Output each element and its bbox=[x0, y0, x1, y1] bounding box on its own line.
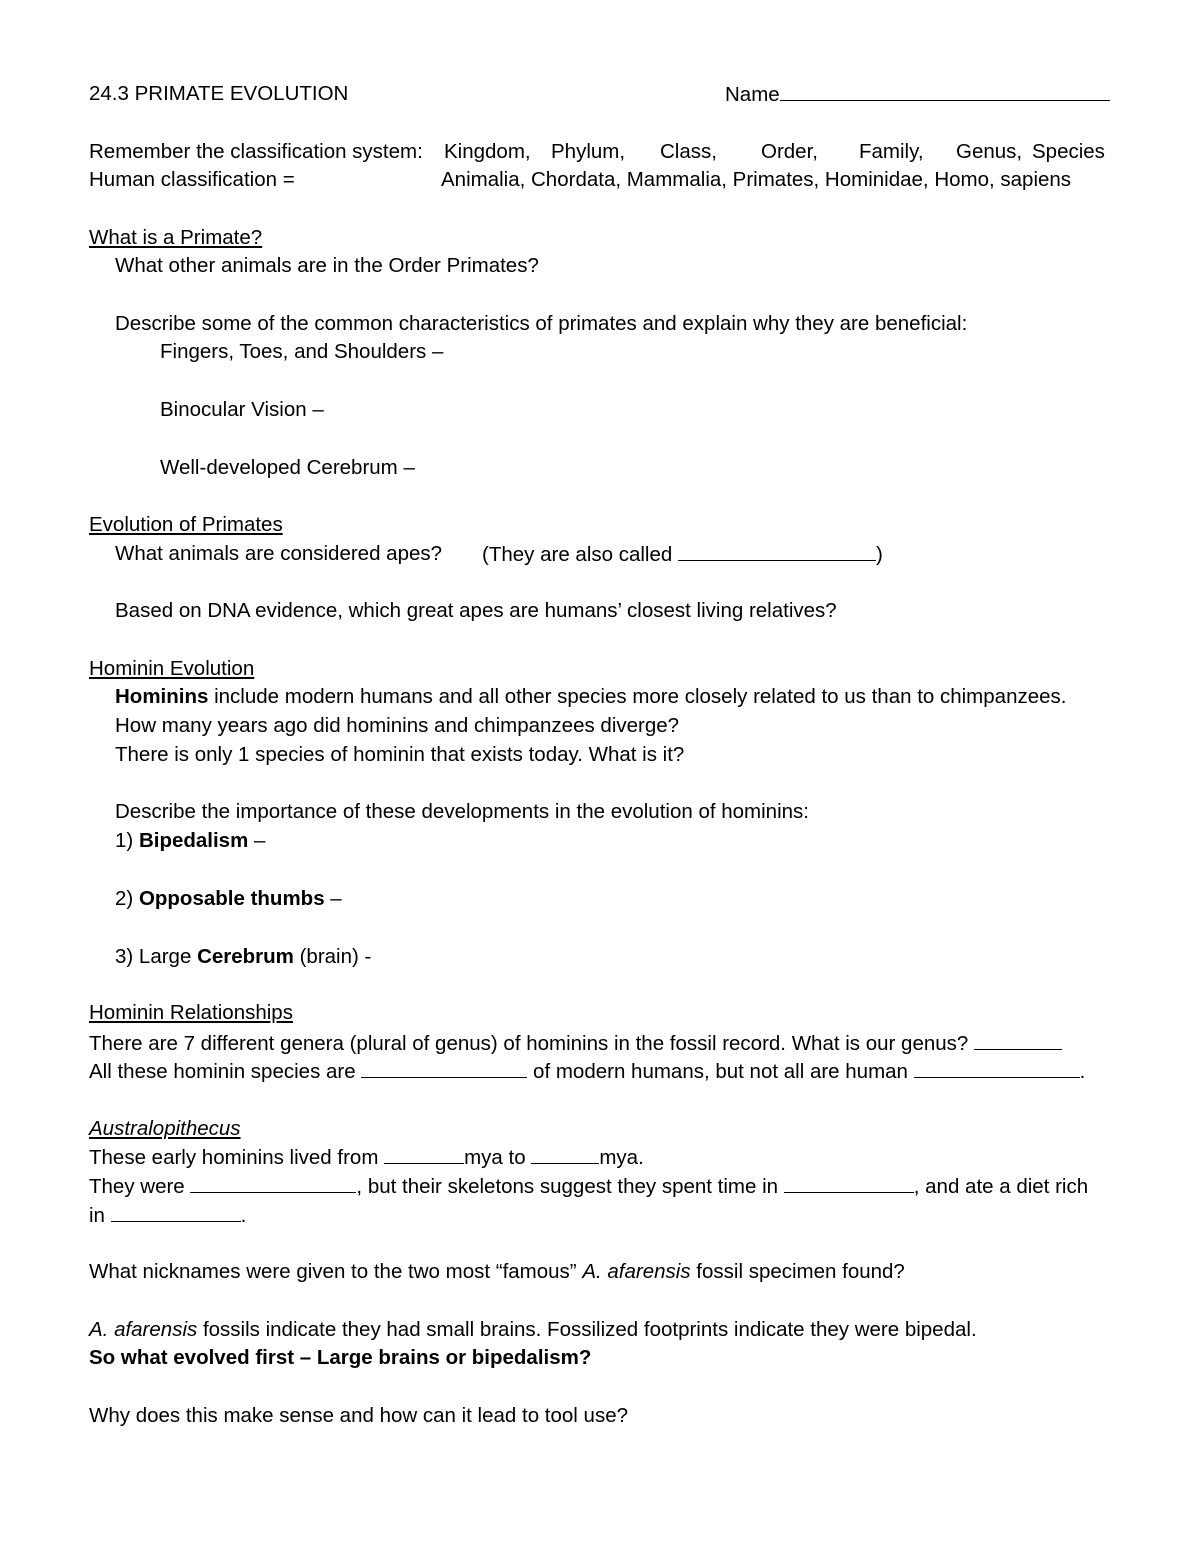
question-diet-rich-in bbox=[89, 1201, 246, 1230]
rank-family: Family, bbox=[859, 140, 924, 163]
rank-phylum: Phylum, bbox=[551, 140, 626, 163]
our-genus-text: There are 7 different genera (plural of genus) of hominins in the fossil record. What is our genus? bbox=[89, 1032, 969, 1055]
question-describe-characteristics: Describe some of the common characteristics of primates and explain why they are beneficial: bbox=[115, 312, 968, 335]
item-dash: (brain) - bbox=[293, 945, 372, 968]
nicknames-text-b: fossil specimen found? bbox=[690, 1260, 905, 1283]
item-term: Opposable thumbs bbox=[138, 887, 325, 910]
hominin-species-period: . bbox=[1079, 1060, 1086, 1083]
rank-species: Species bbox=[1032, 140, 1105, 163]
item-term: Bipedalism bbox=[138, 829, 249, 852]
lived-from-text-c: mya. bbox=[599, 1146, 644, 1169]
item-number: 2) bbox=[115, 887, 139, 910]
hominin-species-text-b: of modern humans, but not all are human bbox=[533, 1060, 908, 1083]
question-other-animals: What other animals are in the Order Primates? bbox=[115, 254, 539, 277]
item-fingers-toes-shoulders: Fingers, Toes, and Shoulders – bbox=[160, 340, 444, 363]
question-what-evolved-first: So what evolved first – Large brains or bipedalism? bbox=[89, 1346, 592, 1369]
rank-genus: Genus, bbox=[956, 140, 1023, 163]
rank-order: Order, bbox=[761, 140, 818, 163]
they-were-blank-2 bbox=[784, 1172, 914, 1193]
heading-australopithecus: Australopithecus bbox=[89, 1117, 241, 1140]
statement-afarensis-fossils bbox=[89, 1316, 977, 1344]
item-opposable-thumbs bbox=[115, 885, 342, 913]
lived-from-text-a: These early hominins lived from bbox=[89, 1146, 379, 1169]
question-nicknames bbox=[89, 1258, 905, 1286]
item-dash: – bbox=[324, 887, 342, 910]
item-binocular-vision: Binocular Vision – bbox=[160, 398, 324, 421]
apes-aside-blank bbox=[678, 540, 876, 561]
they-were-text-a: They were bbox=[89, 1175, 185, 1198]
item-bipedalism bbox=[115, 827, 265, 855]
hominin-definition-text: include modern humans and all other species more closely related to us than to chimpanzees. bbox=[208, 685, 1067, 708]
nicknames-species: A. afarensis bbox=[582, 1260, 691, 1283]
item-number: 1) bbox=[115, 829, 139, 852]
question-apes: What animals are considered apes? bbox=[115, 542, 443, 565]
question-apes-aside bbox=[482, 540, 883, 569]
diet-text: in bbox=[89, 1204, 105, 1227]
lived-from-blank-1 bbox=[384, 1143, 464, 1164]
question-describe-developments: Describe the importance of these developments in the evolution of hominins: bbox=[115, 800, 809, 823]
heading-hominin-evolution: Hominin Evolution bbox=[89, 657, 255, 680]
heading-what-is-primate: What is a Primate? bbox=[89, 226, 263, 249]
question-our-genus bbox=[89, 1029, 1062, 1058]
fossils-text: fossils indicate they had small brains. Fossilized footprints indicate they were bipedal. bbox=[197, 1318, 977, 1341]
name-label: Name bbox=[725, 83, 780, 106]
our-genus-blank bbox=[974, 1029, 1062, 1050]
diet-blank bbox=[111, 1201, 241, 1222]
hominin-species-text-a: All these hominin species are bbox=[89, 1060, 356, 1083]
question-they-were bbox=[89, 1172, 1088, 1201]
rank-class: Class, bbox=[660, 140, 717, 163]
question-lived-from bbox=[89, 1143, 644, 1172]
question-dna-evidence: Based on DNA evidence, which great apes are humans’ closest living relatives? bbox=[115, 599, 837, 622]
name-blank bbox=[780, 80, 1110, 101]
hominin-species-blank-2 bbox=[914, 1057, 1080, 1078]
they-were-text-c: , and ate a diet rich bbox=[913, 1175, 1089, 1198]
classification-remember-label: Remember the classification system: bbox=[89, 140, 423, 163]
item-large-cerebrum bbox=[115, 943, 371, 971]
item-number: 3) Large bbox=[115, 945, 198, 968]
they-were-text-b: , but their skeletons suggest they spent time in bbox=[356, 1175, 779, 1198]
heading-hominin-relationships: Hominin Relationships bbox=[89, 1001, 293, 1024]
hominin-definition bbox=[115, 683, 1066, 711]
apes-aside-text: (They are also called bbox=[482, 543, 673, 566]
they-were-blank-1 bbox=[190, 1172, 356, 1193]
lived-from-blank-2 bbox=[531, 1143, 599, 1164]
question-hominin-species bbox=[89, 1057, 1085, 1086]
item-term: Cerebrum bbox=[197, 945, 294, 968]
lived-from-text-b: mya to bbox=[464, 1146, 526, 1169]
question-diverge: How many years ago did hominins and chimpanzees diverge? bbox=[115, 714, 680, 737]
question-tool-use: Why does this make sense and how can it lead to tool use? bbox=[89, 1404, 629, 1427]
heading-evolution-of-primates: Evolution of Primates bbox=[89, 513, 283, 536]
item-dash: – bbox=[248, 829, 266, 852]
worksheet-title: 24.3 PRIMATE EVOLUTION bbox=[89, 82, 349, 105]
apes-aside-close: ) bbox=[876, 543, 883, 566]
item-cerebrum: Well-developed Cerebrum – bbox=[160, 456, 415, 479]
nicknames-text-a: What nicknames were given to the two most “famous” bbox=[89, 1260, 583, 1283]
fossils-species: A. afarensis bbox=[89, 1318, 198, 1341]
hominin-species-blank-1 bbox=[361, 1057, 527, 1078]
human-classification-values: Animalia, Chordata, Mammalia, Primates, Hominidae, Homo, sapiens bbox=[441, 168, 1072, 191]
diet-period: . bbox=[240, 1204, 247, 1227]
name-field bbox=[725, 80, 1110, 109]
human-classification-label: Human classification = bbox=[89, 168, 295, 191]
rank-kingdom: Kingdom, bbox=[444, 140, 531, 163]
question-living-species: There is only 1 species of hominin that exists today. What is it? bbox=[115, 743, 685, 766]
hominin-term: Hominins bbox=[115, 685, 209, 708]
